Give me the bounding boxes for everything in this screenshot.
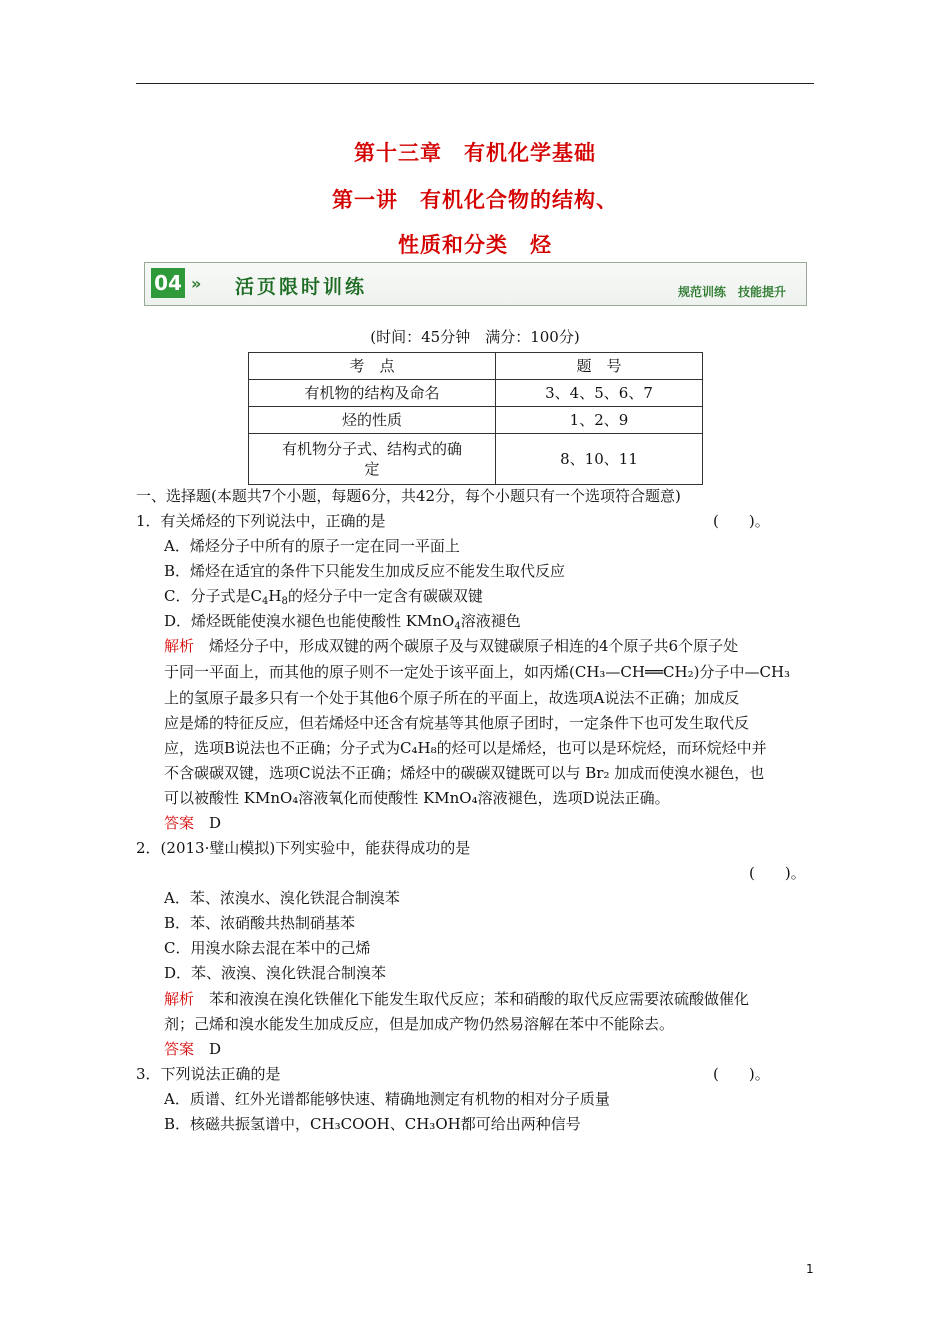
table-cell — [249, 434, 496, 485]
table-row — [249, 434, 703, 485]
q2-option-b: B．苯、浓硝酸共热制硝基苯 — [164, 914, 356, 932]
q3-option-a: A．质谱、红外光谱都能够快速、精确地测定有机物的相对分子质量 — [164, 1090, 610, 1108]
subscript: 4 — [454, 621, 461, 632]
q1-option-d-text: D．烯烃既能使溴水褪色也能使酸性 KMnO — [164, 612, 455, 630]
time-limit: (时间：45分钟 满分：100分) — [370, 328, 580, 346]
table-cell-line: 有机物分子式、结构式的确 — [281, 440, 462, 458]
table-cell: 8、10、11 — [496, 434, 703, 485]
table-row — [249, 407, 703, 434]
chapter-title: 第十三章 有机化学基础 — [354, 141, 596, 165]
header-rule — [136, 83, 814, 84]
page-number: 1 — [806, 1262, 814, 1276]
subscript: 8 — [281, 596, 288, 607]
q2-analysis-line — [164, 989, 749, 1009]
q1-analysis-line — [164, 636, 738, 656]
subscript: 4 — [261, 596, 269, 607]
q1-stem: 1．有关烯烃的下列说法中，正确的是 — [136, 512, 386, 530]
q1-blank: ( )。 — [713, 512, 770, 530]
q3-option-b: B．核磁共振氢谱中，CH₃COOH、CH₃OH都可给出两种信号 — [164, 1115, 581, 1133]
q1-option-c-text: C．分子式是C — [164, 587, 262, 605]
analysis-text: 烯烃分子中，形成双键的两个碳原子及与双键碳原子相连的4个原子共6个原子处 — [194, 637, 739, 655]
q1-option-a: A．烯烃分子中所有的原子一定在同一平面上 — [164, 537, 460, 555]
answer-label: 答案 — [164, 1040, 195, 1058]
lecture-title-line2: 性质和分类 烃 — [398, 233, 552, 257]
answer-label: 答案 — [164, 814, 195, 832]
banner-title: 活页限时训练 — [235, 276, 368, 298]
q1-analysis-line: 上的氢原子最多只有一个处于其他6个原子所在的平面上，故选项A说法不正确；加成反 — [164, 689, 740, 707]
section-heading: 一、选择题(本题共7个小题，每题6分，共42分，每个小题只有一个选项符合题意) — [136, 487, 681, 505]
table-header: 题 号 — [496, 353, 703, 380]
q1-option-d — [164, 611, 521, 637]
q1-answer — [164, 813, 221, 833]
table-row — [249, 380, 703, 407]
q1-option-c-text: H — [268, 587, 282, 605]
q2-option-c: C．用溴水除去混在苯中的己烯 — [164, 939, 371, 957]
q2-stem: 2．(2013·璧山模拟)下列实验中，能获得成功的是 — [136, 839, 471, 857]
lecture-title: 第一讲 有机化合物的结构、 — [332, 188, 618, 212]
q1-analysis-line: 应，选项B说法也不正确；分子式为C₄H₈的烃可以是烯烃，也可以是环烷烃，而环烷烃中并 — [164, 739, 767, 757]
q3-blank: ( )。 — [713, 1065, 770, 1083]
q1-analysis-line: 可以被酸性 KMnO₄溶液氧化而使酸性 KMnO₄溶液褪色，选项D说法正确。 — [164, 789, 670, 807]
banner-subtitle: 规范训练 技能提升 — [677, 285, 786, 299]
answer-text: D — [194, 1040, 222, 1058]
q3-stem: 3．下列说法正确的是 — [136, 1065, 281, 1083]
answer-text: D — [194, 814, 222, 832]
chevron-icon: » — [191, 274, 202, 293]
q1-analysis-line: 不含碳碳双键，选项C说法不正确；烯烃中的碳碳双键既可以与 Br₂ 加成而使溴水褪色，也 — [164, 764, 765, 782]
table-cell: 有机物的结构及命名 — [249, 380, 496, 407]
table-cell: 烃的性质 — [249, 407, 496, 434]
q1-option-c — [164, 586, 483, 612]
q1-option-d-text: 溶液褪色 — [460, 612, 521, 630]
analysis-label: 解析 — [164, 637, 195, 655]
q2-answer — [164, 1039, 221, 1059]
q1-analysis-line: 于同一平面上，而其他的原子则不一定处于该平面上，如丙烯(CH₃—CH══CH₂)分子中—CH₃ — [164, 663, 791, 681]
table-cell: 3、4、5、6、7 — [496, 380, 703, 407]
table-header-row — [249, 353, 703, 380]
analysis-label: 解析 — [164, 990, 195, 1008]
q2-blank: ( )。 — [749, 864, 806, 882]
training-banner — [144, 262, 807, 306]
table-header: 考 点 — [249, 353, 496, 380]
q1-analysis-line: 应是烯的特征反应，但若烯烃中还含有烷基等其他原子团时，一定条件下也可发生取代反 — [164, 714, 750, 732]
analysis-text: 苯和液溴在溴化铁催化下能发生取代反应；苯和硝酸的取代反应需要浓硫酸做催化 — [194, 990, 750, 1008]
q1-option-b: B．烯烃在适宜的条件下只能发生加成反应不能发生取代反应 — [164, 562, 566, 580]
table-cell: 1、2、9 — [496, 407, 703, 434]
q2-option-a: A．苯、浓溴水、溴化铁混合制溴苯 — [164, 889, 400, 907]
q2-option-d: D．苯、液溴、溴化铁混合制溴苯 — [164, 964, 387, 982]
q2-analysis-line: 剂；己烯和溴水能发生加成反应，但是加成产物仍然易溶解在苯中不能除去。 — [164, 1015, 675, 1033]
q1-option-c-text: 的烃分子中一定含有碳碳双键 — [287, 587, 483, 605]
topic-table — [248, 352, 703, 485]
section-badge: 04 — [151, 268, 185, 298]
table-cell-line: 定 — [364, 460, 380, 478]
